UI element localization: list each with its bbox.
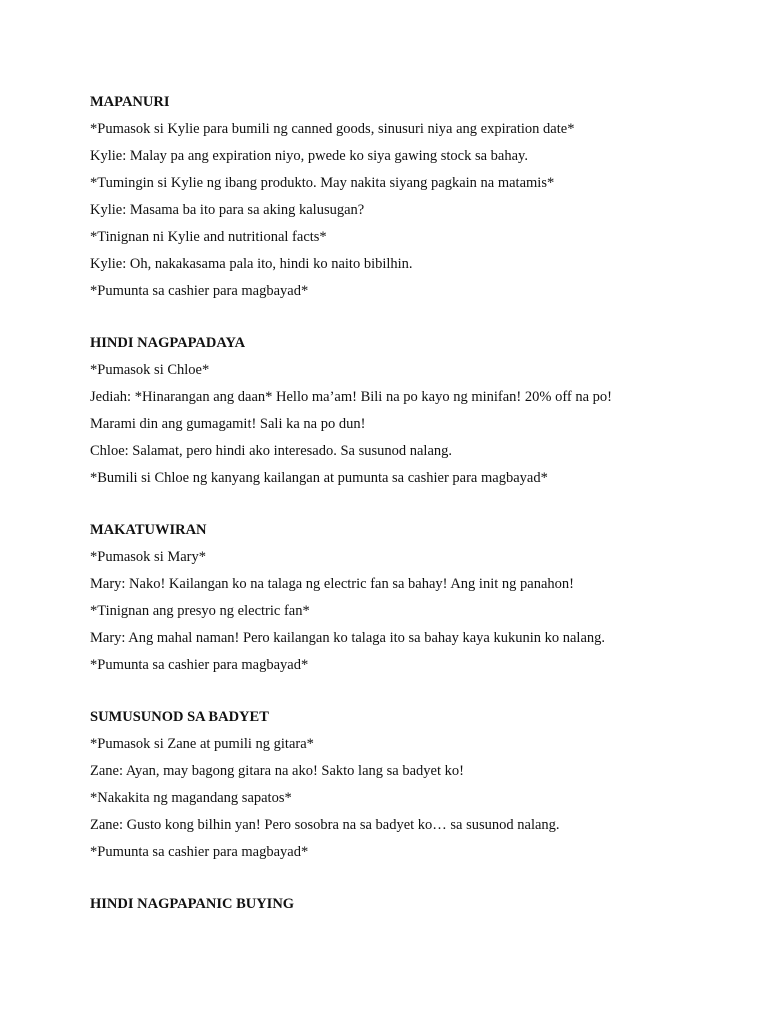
section-makatuwiran [90, 517, 750, 679]
section-heading: MAPANURI [90, 94, 170, 110]
document-page [90, 89, 750, 943]
script-line: Mary: Nako! Kailangan ko na talaga ng electric fan sa bahay! Ang init ng panahon! [90, 576, 574, 592]
section-mapanuri [90, 89, 750, 305]
script-line: *Pumunta sa cashier para magbayad* [90, 657, 309, 673]
script-line: Kylie: Oh, nakakasama pala ito, hindi ko naito bibilhin. [90, 256, 413, 272]
section-heading: SUMUSUNOD SA BADYET [90, 709, 269, 725]
script-line: Zane: Ayan, may bagong gitara na ako! Sakto lang sa badyet ko! [90, 763, 464, 779]
section-sumusunod-sa-badyet [90, 704, 750, 866]
script-line: Mary: Ang mahal naman! Pero kailangan ko talaga ito sa bahay kaya kukunin ko nalang. [90, 630, 606, 646]
script-line: *Nakakita ng magandang sapatos* [90, 790, 292, 806]
script-line: *Bumili si Chloe ng kanyang kailangan at pumunta sa cashier para magbayad* [90, 470, 548, 486]
section-hindi-nagpapanic-buying [90, 891, 750, 918]
script-line: *Pumasok si Chloe* [90, 362, 210, 378]
script-line: *Pumunta sa cashier para magbayad* [90, 283, 309, 299]
script-line: Kylie: Malay pa ang expiration niyo, pwede ko siya gawing stock sa bahay. [90, 148, 528, 164]
script-line: *Pumunta sa cashier para magbayad* [90, 844, 309, 860]
script-line: *Pumasok si Kylie para bumili ng canned goods, sinusuri niya ang expiration date* [90, 121, 575, 137]
section-heading: MAKATUWIRAN [90, 522, 207, 538]
script-line: Chloe: Salamat, pero hindi ako interesado. Sa susunod nalang. [90, 443, 453, 459]
script-line: *Tinignan ang presyo ng electric fan* [90, 603, 310, 619]
script-line: *Pumasok si Zane at pumili ng gitara* [90, 736, 314, 752]
section-heading: HINDI NAGPAPADAYA [90, 335, 246, 351]
section-hindi-nagpapadaya [90, 330, 750, 492]
script-line: Marami din ang gumagamit! Sali ka na po dun! [90, 416, 366, 432]
script-line: Kylie: Masama ba ito para sa aking kalusugan? [90, 202, 365, 218]
script-line: *Pumasok si Mary* [90, 549, 206, 565]
section-heading: HINDI NAGPAPANIC BUYING [90, 896, 295, 912]
script-line: Jediah: *Hinarangan ang daan* Hello ma’am! Bili na po kayo ng minifan! 20% off na po! [90, 389, 612, 405]
script-line: *Tumingin si Kylie ng ibang produkto. May nakita siyang pagkain na matamis* [90, 175, 555, 191]
script-line: *Tinignan ni Kylie and nutritional facts* [90, 229, 327, 245]
script-line: Zane: Gusto kong bilhin yan! Pero sosobra na sa badyet ko… sa susunod nalang. [90, 817, 560, 833]
